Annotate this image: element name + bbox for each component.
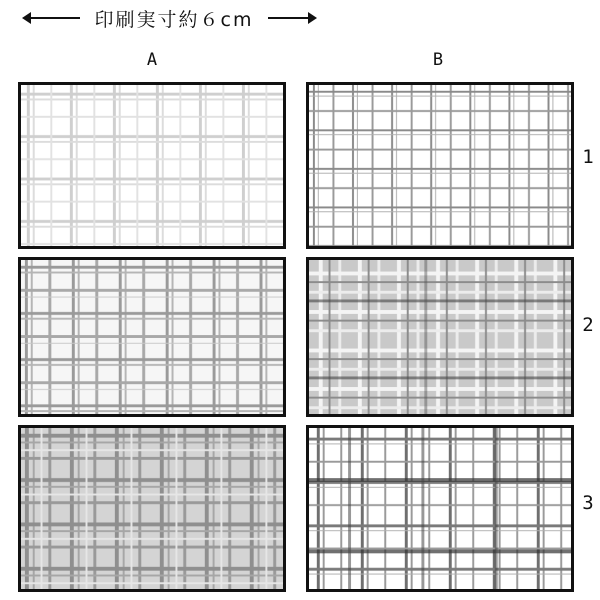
dimension-line-left <box>26 17 80 19</box>
column-label-a: A <box>146 50 158 70</box>
column-label-b: B <box>432 50 444 70</box>
pattern-swatch-a2 <box>18 257 286 417</box>
dimension-line-right <box>268 17 310 19</box>
pattern-swatch-a3 <box>18 425 286 592</box>
pattern-swatch-b3 <box>306 425 574 592</box>
pattern-swatch-a1 <box>18 82 286 249</box>
pattern-swatch-b2 <box>306 257 574 417</box>
pattern-swatch-b1 <box>306 82 574 249</box>
row-label-2: 2 <box>582 314 594 336</box>
size-indicator <box>22 4 312 32</box>
size-label: 印刷実寸約６cm <box>94 9 254 31</box>
row-label-1: 1 <box>582 146 594 168</box>
row-label-3: 3 <box>582 492 594 514</box>
right-arrow-icon <box>308 12 317 24</box>
